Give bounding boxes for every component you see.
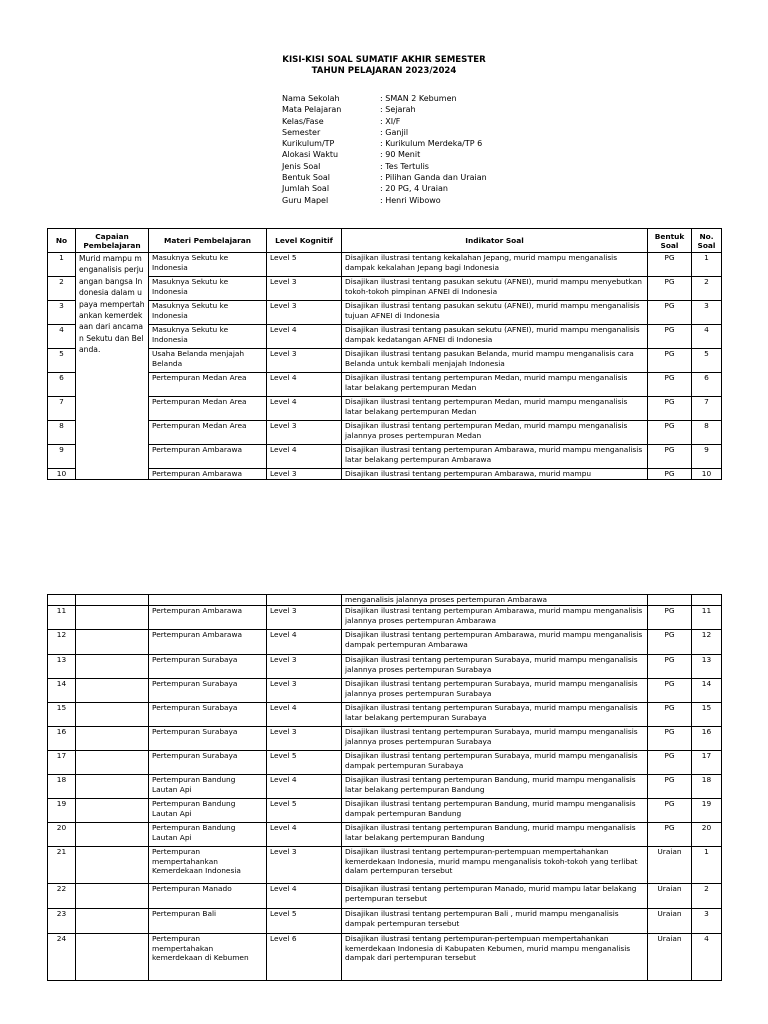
- info-value: : Pilihan Ganda dan Uraian: [380, 173, 487, 183]
- level-cell: Level 6: [267, 934, 342, 981]
- level-cell: Level 4: [267, 775, 342, 799]
- kisi-kisi-table-page1: [47, 228, 722, 480]
- indikator-cell: Disajikan ilustrasi tentang pertempuran Medan, murid mampu menganalisis latar belakang pertempuran Medan: [342, 397, 648, 421]
- nosoal-cell: 13: [692, 655, 722, 679]
- table-row: [48, 703, 722, 727]
- level-cell: Level 3: [267, 301, 342, 325]
- header-capaian: Capaian Pembelajaran: [76, 229, 149, 253]
- nosoal-cell: 1: [692, 847, 722, 884]
- row-no: 16: [48, 727, 76, 751]
- table-row: [48, 909, 722, 934]
- level-cell: Level 4: [267, 397, 342, 421]
- materi-cell: Pertempuran Medan Area: [149, 373, 267, 397]
- nosoal-cell: 20: [692, 823, 722, 847]
- table-row: [48, 934, 722, 981]
- table-row: [48, 799, 722, 823]
- capaian-empty-cell: [76, 934, 149, 981]
- indikator-cell: Disajikan ilustrasi tentang pertempuran Bali , murid mampu menganalisis dampak pertempuran tersebut: [342, 909, 648, 934]
- nosoal-cell: 2: [692, 277, 722, 301]
- indikator-cell: Disajikan ilustrasi tentang pasukan sekutu (AFNEI), murid mampu menganalisis dampak kedatangan AFNEI di Indonesia: [342, 325, 648, 349]
- level-cell: Level 3: [267, 679, 342, 703]
- indikator-cell: Disajikan ilustrasi tentang pertempuran Bandung, murid mampu menganalisis latar belakang pertempuran Bandung: [342, 823, 648, 847]
- indikator-cell: Disajikan ilustrasi tentang pertempuran Ambarawa, murid mampu menganalisis latar belakang pertempuran Ambarawa: [342, 445, 648, 469]
- row-no: 6: [48, 373, 76, 397]
- table-row: [48, 373, 722, 397]
- row-no: 13: [48, 655, 76, 679]
- table-row: [48, 751, 722, 775]
- info-row: [282, 172, 487, 183]
- table-row: [48, 775, 722, 799]
- info-value: : XI/F: [380, 116, 401, 126]
- level-cell: Level 3: [267, 421, 342, 445]
- bentuk-cell: PG: [648, 823, 692, 847]
- header-indikator: Indikator Soal: [342, 229, 648, 253]
- table-body-page1: [48, 253, 722, 480]
- nosoal-cell: 10: [692, 469, 722, 480]
- header-nosoal: No. Soal: [692, 229, 722, 253]
- capaian-empty-cell: [76, 751, 149, 775]
- indikator-cell: Disajikan ilustrasi tentang pertempuran Ambarawa, murid mampu: [342, 469, 648, 480]
- row-no: 22: [48, 884, 76, 909]
- info-label: Kurikulum/TP: [282, 139, 335, 149]
- level-cell: Level 4: [267, 373, 342, 397]
- level-cell: Level 3: [267, 277, 342, 301]
- row-no: 23: [48, 909, 76, 934]
- info-value: : Henri Wibowo: [380, 195, 441, 205]
- table-row: [48, 253, 722, 277]
- info-value: : 90 Menit: [380, 150, 421, 160]
- bentuk-cell: Uraian: [648, 909, 692, 934]
- header-no: No: [48, 229, 76, 253]
- capaian-empty-cell: [76, 727, 149, 751]
- bentuk-cell: PG: [648, 469, 692, 480]
- materi-cell: Pertempuran Bandung Lautan Api: [149, 823, 267, 847]
- table-row: [48, 679, 722, 703]
- document-title-line1: KISI-KISI SOAL SUMATIF AKHIR SEMESTER: [282, 55, 486, 65]
- bentuk-cell: PG: [648, 703, 692, 727]
- bentuk-cell: PG: [648, 679, 692, 703]
- bentuk-cell: PG: [648, 397, 692, 421]
- info-value: : 20 PG, 4 Uraian: [380, 184, 448, 194]
- info-row: [282, 127, 487, 138]
- level-cell: Level 3: [267, 469, 342, 480]
- materi-cell: Pertempuran Surabaya: [149, 703, 267, 727]
- nosoal-cell: 18: [692, 775, 722, 799]
- empty-cell: [267, 595, 342, 606]
- materi-cell: Pertempuran Bandung Lautan Api: [149, 775, 267, 799]
- info-row: [282, 138, 487, 149]
- nosoal-cell: 9: [692, 445, 722, 469]
- row-no: 24: [48, 934, 76, 981]
- table-row: [48, 469, 722, 480]
- table-body-page2: [48, 595, 722, 981]
- indikator-cell: Disajikan ilustrasi tentang pertempuran Medan, murid mampu menganalisis latar belakang pertempuran Medan: [342, 373, 648, 397]
- bentuk-cell: PG: [648, 606, 692, 630]
- info-label: Guru Mapel: [282, 195, 329, 205]
- header-materi: Materi Pembelajaran: [149, 229, 267, 253]
- materi-cell: Pertempuran Ambarawa: [149, 469, 267, 480]
- nosoal-cell: 2: [692, 884, 722, 909]
- row-no: 11: [48, 606, 76, 630]
- nosoal-cell: 1: [692, 253, 722, 277]
- info-label: Nama Sekolah: [282, 94, 340, 103]
- table-row: [48, 397, 722, 421]
- table-row: [48, 727, 722, 751]
- empty-cell: [692, 595, 722, 606]
- document-title-line2: TAHUN PELAJARAN 2023/2024: [311, 66, 457, 76]
- nosoal-cell: 12: [692, 630, 722, 655]
- table-row: [48, 421, 722, 445]
- row-no: 5: [48, 349, 76, 373]
- info-label: Mata Pelajaran: [282, 105, 342, 115]
- info-row: [282, 183, 487, 194]
- nosoal-cell: 7: [692, 397, 722, 421]
- indikator-cell: Disajikan ilustrasi tentang pertempuran Surabaya, murid mampu menganalisis jalannya proses pertempuran Surabaya: [342, 727, 648, 751]
- kisi-kisi-table-page2: [47, 594, 722, 981]
- row-no: 4: [48, 325, 76, 349]
- capaian-empty-cell: [76, 775, 149, 799]
- table-row: [48, 655, 722, 679]
- capaian-empty-cell: [76, 847, 149, 884]
- indikator-cell: Disajikan ilustrasi tentang pertempuran Manado, murid mampu latar belakang pertempuran tersebut: [342, 884, 648, 909]
- bentuk-cell: PG: [648, 799, 692, 823]
- capaian-empty-cell: [76, 606, 149, 630]
- materi-cell: Pertempuran Ambarawa: [149, 606, 267, 630]
- level-cell: Level 3: [267, 727, 342, 751]
- row-no: 21: [48, 847, 76, 884]
- materi-cell: Pertempuran Surabaya: [149, 679, 267, 703]
- info-value: : Tes Tertulis: [380, 161, 429, 171]
- nosoal-cell: 5: [692, 349, 722, 373]
- capaian-empty-cell: [76, 679, 149, 703]
- bentuk-cell: PG: [648, 349, 692, 373]
- capaian-empty-cell: [76, 884, 149, 909]
- indikator-cell: Disajikan ilustrasi tentang pertempuran Medan, murid mampu menganalisis jalannya proses pertempuran Medan: [342, 421, 648, 445]
- bentuk-cell: PG: [648, 630, 692, 655]
- continuation-row: [48, 595, 722, 606]
- indikator-cell: Disajikan ilustrasi tentang pertempuran Bandung, murid mampu menganalisis latar belakang pertempuran Bandung: [342, 775, 648, 799]
- header-level: Level Kognitif: [267, 229, 342, 253]
- bentuk-cell: PG: [648, 325, 692, 349]
- level-cell: Level 5: [267, 799, 342, 823]
- materi-cell: Masuknya Sekutu ke Indonesia: [149, 277, 267, 301]
- bentuk-cell: PG: [648, 253, 692, 277]
- row-no: 18: [48, 775, 76, 799]
- empty-cell: [48, 595, 76, 606]
- info-label: Jenis Soal: [282, 161, 321, 171]
- info-label: Alokasi Waktu: [282, 150, 339, 160]
- row-no: 7: [48, 397, 76, 421]
- capaian-empty-cell: [76, 909, 149, 934]
- table-row: [48, 847, 722, 884]
- materi-cell: Pertempuran Surabaya: [149, 751, 267, 775]
- table-header-row: [48, 229, 722, 253]
- info-label: Kelas/Fase: [282, 116, 324, 126]
- level-cell: Level 4: [267, 884, 342, 909]
- capaian-cell: Murid mampu menganalisis perjuangan bangsa Indonesia dalam upaya mempertahankan kemerdekaan dari ancaman Sekutu dan Belanda.: [76, 253, 149, 480]
- info-row: [282, 195, 487, 206]
- capaian-empty-cell: [76, 823, 149, 847]
- indikator-cell: Disajikan ilustrasi tentang pertempuran-pertempuan mempertahankan kemerdekaan Indonesia, murid mampu menganalisis tokoh-tokoh yang terlibat dalam pertempuran tersebut: [342, 847, 648, 884]
- row-no: 1: [48, 253, 76, 277]
- nosoal-cell: 8: [692, 421, 722, 445]
- empty-cell: [648, 595, 692, 606]
- indikator-cell: Disajikan ilustrasi tentang pertempuran-pertempuan mempertahankan kemerdekaan Indonesia di Kabupaten Kebumen, murid mampu menganalisis dampak dari pertempuran tersebut: [342, 934, 648, 981]
- materi-cell: Pertempuran Medan Area: [149, 397, 267, 421]
- info-value: : SMAN 2 Kebumen: [380, 94, 457, 103]
- table-row: [48, 349, 722, 373]
- level-cell: Level 5: [267, 909, 342, 934]
- row-no: 8: [48, 421, 76, 445]
- materi-cell: Masuknya Sekutu ke Indonesia: [149, 301, 267, 325]
- info-row: [282, 93, 487, 104]
- materi-cell: Usaha Belanda menjajah Belanda: [149, 349, 267, 373]
- bentuk-cell: PG: [648, 421, 692, 445]
- row-no: 2: [48, 277, 76, 301]
- level-cell: Level 3: [267, 655, 342, 679]
- row-no: 14: [48, 679, 76, 703]
- level-cell: Level 3: [267, 606, 342, 630]
- row-no: 12: [48, 630, 76, 655]
- level-cell: Level 5: [267, 253, 342, 277]
- indikator-cell: Disajikan ilustrasi tentang pertempuran Ambarawa, murid mampu menganalisis dampak pertempuran Ambarawa: [342, 630, 648, 655]
- level-cell: Level 4: [267, 703, 342, 727]
- empty-cell: [149, 595, 267, 606]
- level-cell: Level 4: [267, 823, 342, 847]
- nosoal-cell: 16: [692, 727, 722, 751]
- nosoal-cell: 3: [692, 301, 722, 325]
- info-label: Semester: [282, 127, 321, 137]
- table-row: [48, 301, 722, 325]
- bentuk-cell: PG: [648, 373, 692, 397]
- materi-cell: Pertempuran Ambarawa: [149, 445, 267, 469]
- bentuk-cell: PG: [648, 655, 692, 679]
- materi-cell: Pertempuran Bandung Lautan Api: [149, 799, 267, 823]
- capaian-empty-cell: [76, 630, 149, 655]
- bentuk-cell: PG: [648, 445, 692, 469]
- nosoal-cell: 17: [692, 751, 722, 775]
- bentuk-cell: PG: [648, 277, 692, 301]
- info-row: [282, 149, 487, 160]
- info-label: Bentuk Soal: [282, 173, 330, 183]
- indikator-cell: Disajikan ilustrasi tentang pertempuran Surabaya, murid mampu menganalisis latar belakang pertempuran Surabaya: [342, 703, 648, 727]
- indikator-cell: Disajikan ilustrasi tentang pertempuran Ambarawa, murid mampu menganalisis jalannya proses pertempuran Ambarawa: [342, 606, 648, 630]
- indikator-cell: Disajikan ilustrasi tentang kekalahan Jepang, murid mampu menganalisis dampak kekalahan Jepang bagi Indonesia: [342, 253, 648, 277]
- info-row: [282, 161, 487, 172]
- table-row: [48, 823, 722, 847]
- nosoal-cell: 11: [692, 606, 722, 630]
- indikator-cell: Disajikan ilustrasi tentang pasukan Belanda, murid mampu menganalisis cara Belanda untuk kembali menjajah Indonesia: [342, 349, 648, 373]
- info-value: : Sejarah: [380, 105, 416, 115]
- level-cell: Level 4: [267, 445, 342, 469]
- level-cell: Level 3: [267, 349, 342, 373]
- materi-cell: Masuknya Sekutu ke Indonesia: [149, 253, 267, 277]
- row-no: 19: [48, 799, 76, 823]
- level-cell: Level 4: [267, 325, 342, 349]
- bentuk-cell: PG: [648, 751, 692, 775]
- row-no: 9: [48, 445, 76, 469]
- row-no: 17: [48, 751, 76, 775]
- bentuk-cell: Uraian: [648, 847, 692, 884]
- indikator-cell: Disajikan ilustrasi tentang pertempuran Surabaya, murid mampu menganalisis jalannya proses pertempuran Surabaya: [342, 679, 648, 703]
- materi-cell: Pertempuran Ambarawa: [149, 630, 267, 655]
- materi-cell: Pertempuran mempertahakan kemerdekaan di Kebumen: [149, 934, 267, 981]
- bentuk-cell: PG: [648, 775, 692, 799]
- capaian-empty-cell: [76, 799, 149, 823]
- nosoal-cell: 4: [692, 934, 722, 981]
- info-row: [282, 116, 487, 127]
- info-label: Jumlah Soal: [282, 184, 330, 194]
- empty-cell: [76, 595, 149, 606]
- info-value: : Kurikulum Merdeka/TP 6: [380, 139, 483, 149]
- info-row: [282, 104, 487, 115]
- info-value: : Ganjil: [380, 127, 409, 137]
- info-block: [282, 93, 487, 206]
- nosoal-cell: 4: [692, 325, 722, 349]
- continuation-text: menganalisis jalannya proses pertempuran Ambarawa: [342, 595, 648, 606]
- indikator-cell: Disajikan ilustrasi tentang pertempuran Surabaya, murid mampu menganalisis dampak pertempuran Surabaya: [342, 751, 648, 775]
- row-no: 10: [48, 469, 76, 480]
- nosoal-cell: 19: [692, 799, 722, 823]
- indikator-cell: Disajikan ilustrasi tentang pasukan sekutu (AFNEI), murid mampu menganalisis tujuan AFNEI di Indonesia: [342, 301, 648, 325]
- materi-cell: Pertempuran Medan Area: [149, 421, 267, 445]
- level-cell: Level 4: [267, 630, 342, 655]
- table-row: [48, 630, 722, 655]
- materi-cell: Pertempuran Surabaya: [149, 727, 267, 751]
- materi-cell: Pertempuran Bali: [149, 909, 267, 934]
- bentuk-cell: Uraian: [648, 884, 692, 909]
- nosoal-cell: 14: [692, 679, 722, 703]
- row-no: 15: [48, 703, 76, 727]
- materi-cell: Pertempuran Surabaya: [149, 655, 267, 679]
- materi-cell: Pertempuran mempertahankan Kemerdekaan Indonesia: [149, 847, 267, 884]
- table-row: [48, 606, 722, 630]
- row-no: 3: [48, 301, 76, 325]
- bentuk-cell: PG: [648, 301, 692, 325]
- nosoal-cell: 3: [692, 909, 722, 934]
- table-row: [48, 884, 722, 909]
- row-no: 20: [48, 823, 76, 847]
- capaian-empty-cell: [76, 655, 149, 679]
- level-cell: Level 3: [267, 847, 342, 884]
- indikator-cell: Disajikan ilustrasi tentang pertempuran Bandung, murid mampu menganalisis dampak pertempuran Bandung: [342, 799, 648, 823]
- level-cell: Level 5: [267, 751, 342, 775]
- materi-cell: Pertempuran Manado: [149, 884, 267, 909]
- bentuk-cell: Uraian: [648, 934, 692, 981]
- table-row: [48, 277, 722, 301]
- indikator-cell: Disajikan ilustrasi tentang pasukan sekutu (AFNEI), murid mampu menyebutkan tokoh-tokoh pimpinan AFNEI di Indonesia: [342, 277, 648, 301]
- nosoal-cell: 6: [692, 373, 722, 397]
- header-bentuk: Bentuk Soal: [648, 229, 692, 253]
- bentuk-cell: PG: [648, 727, 692, 751]
- table-row: [48, 445, 722, 469]
- table-row: [48, 325, 722, 349]
- nosoal-cell: 15: [692, 703, 722, 727]
- capaian-empty-cell: [76, 703, 149, 727]
- materi-cell: Masuknya Sekutu ke Indonesia: [149, 325, 267, 349]
- indikator-cell: Disajikan ilustrasi tentang pertempuran Surabaya, murid mampu menganalisis jalannya proses pertempuran Surabaya: [342, 655, 648, 679]
